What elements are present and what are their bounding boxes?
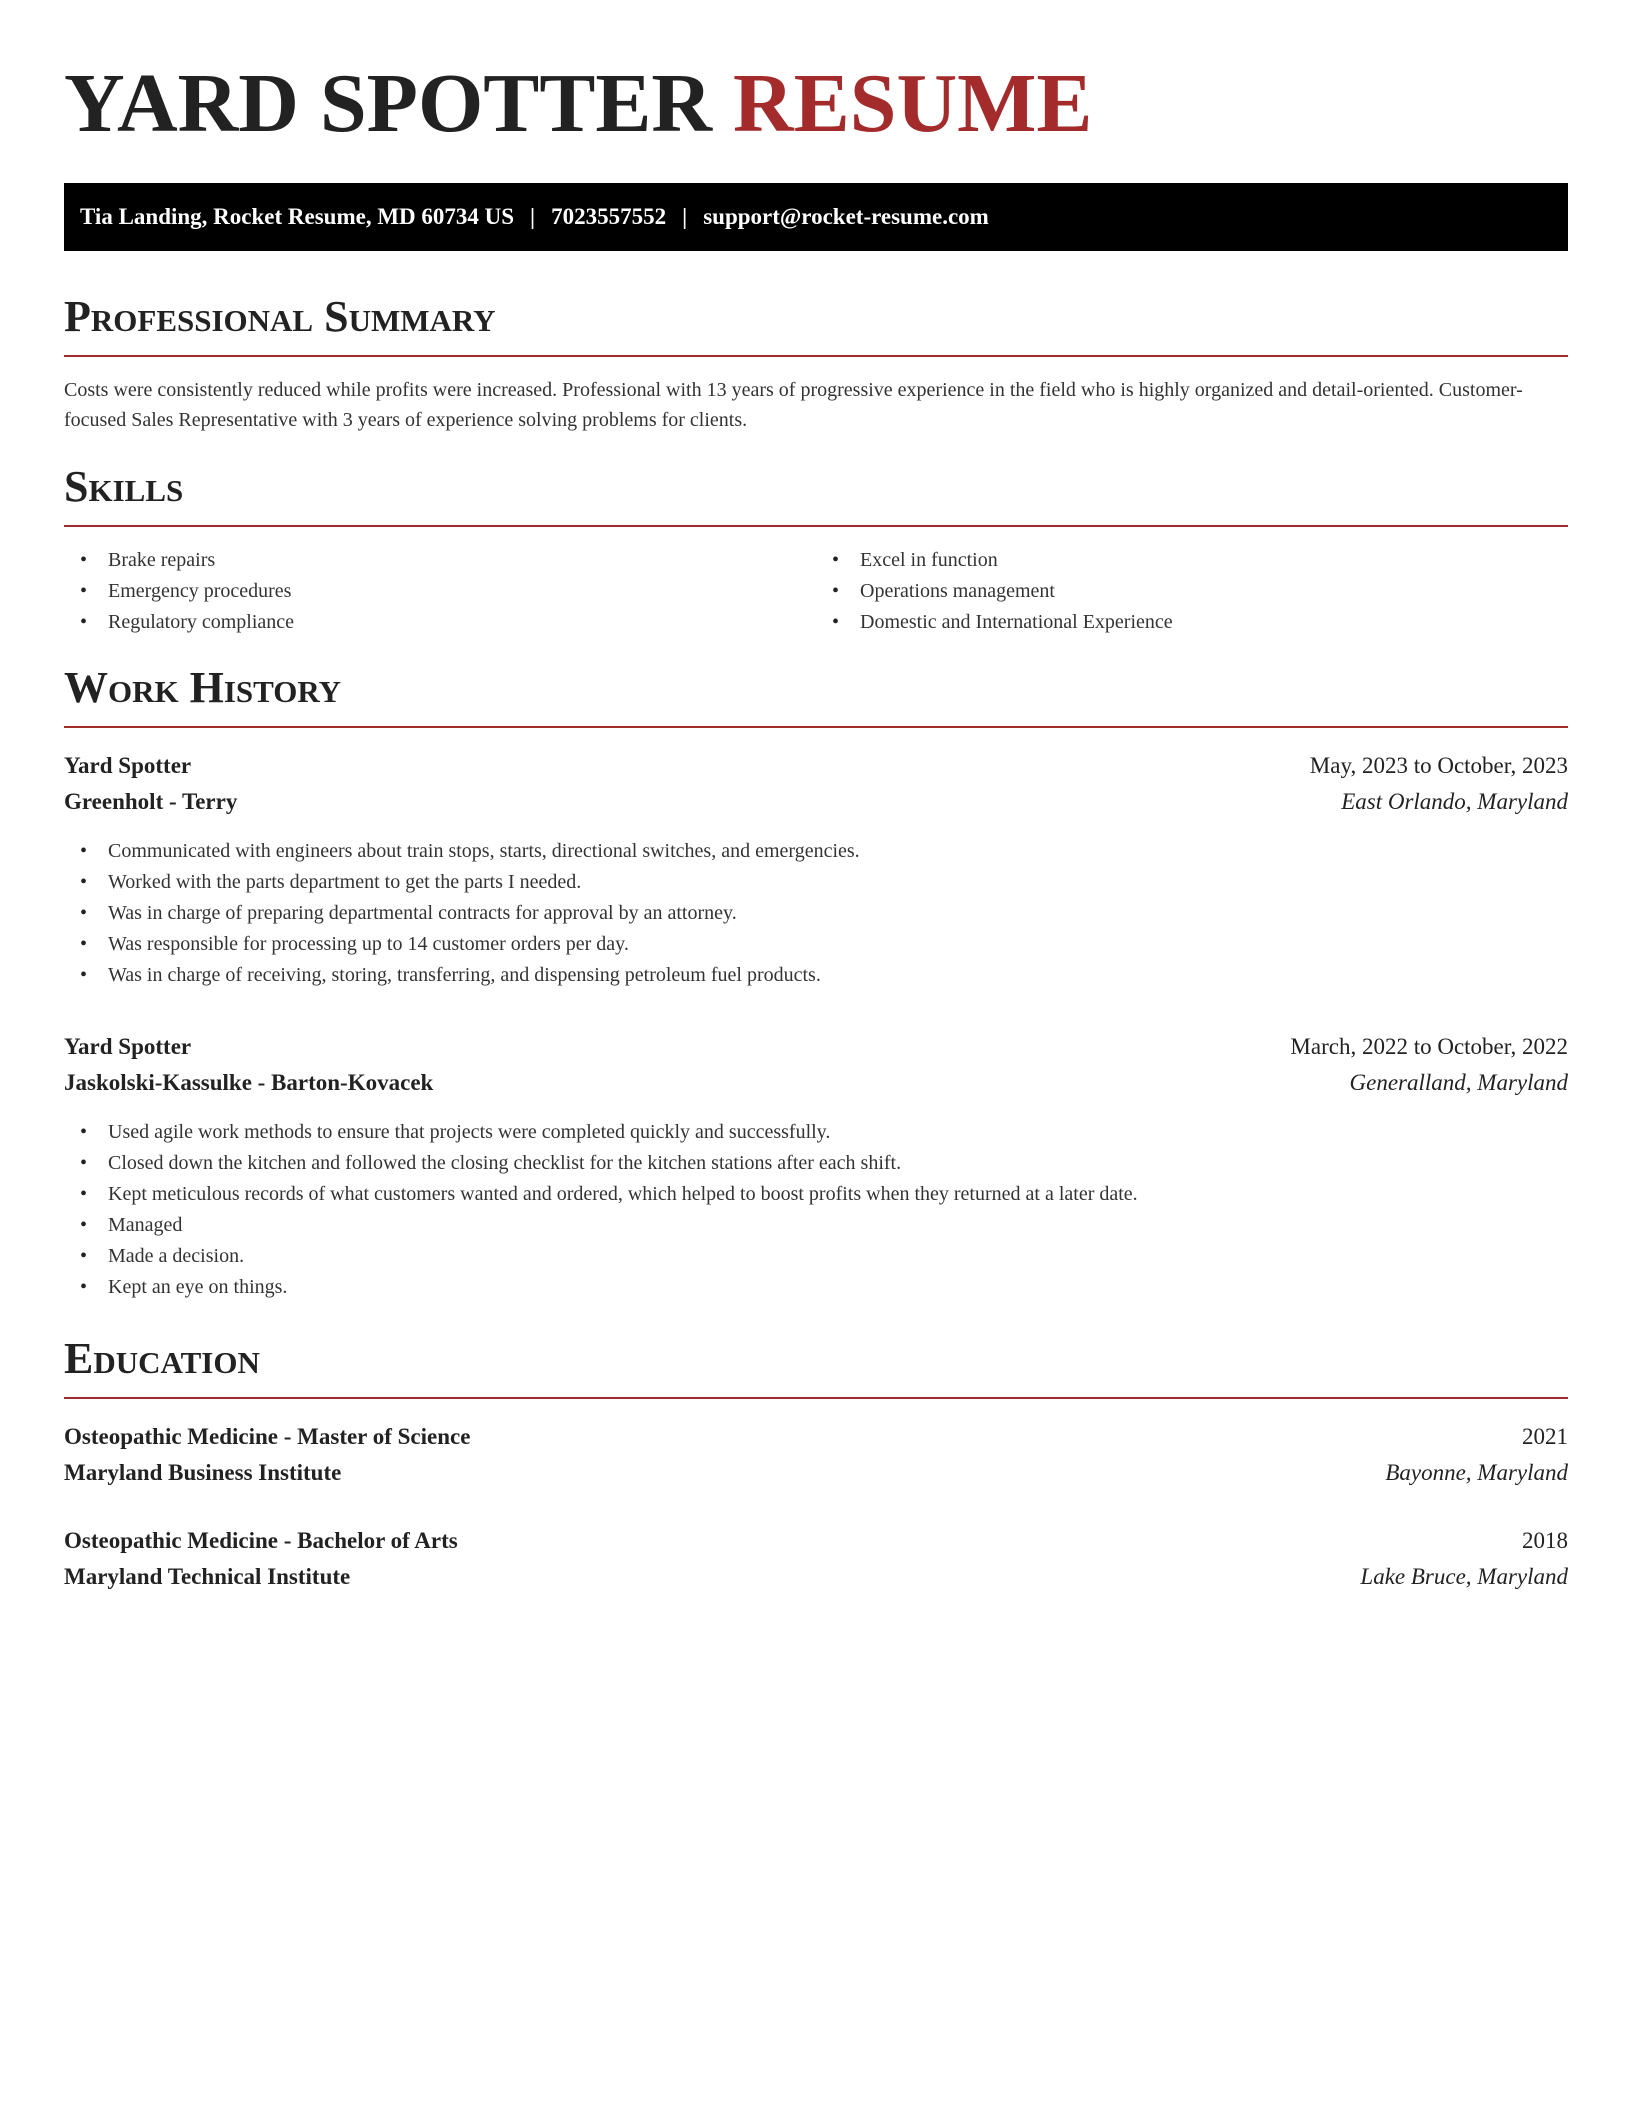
section-divider xyxy=(64,525,1568,527)
contact-separator: | xyxy=(682,204,688,229)
duty-item: • Was responsible for processing up to 14 customer orders per day. xyxy=(64,929,1568,960)
contact-address: Tia Landing, Rocket Resume, MD 60734 US xyxy=(80,204,515,229)
duty-item: • Made a decision. xyxy=(64,1241,1568,1272)
work-history-section xyxy=(64,662,1568,1303)
contact-separator: | xyxy=(530,204,536,229)
job-duties xyxy=(64,836,1568,991)
skills-grid xyxy=(64,545,1568,638)
title-resume-word: RESUME xyxy=(733,57,1093,150)
bullet-icon: • xyxy=(80,1245,88,1267)
job-dates: March, 2022 to October, 2022 xyxy=(1290,1034,1568,1059)
bullet-icon: • xyxy=(80,1214,88,1236)
summary-heading: Professional Summary xyxy=(64,292,496,341)
skill-item: • Emergency procedures xyxy=(64,576,816,607)
skill-item: • Excel in function xyxy=(816,545,1568,576)
education-heading: Education xyxy=(64,1334,260,1383)
bullet-icon: • xyxy=(80,611,88,633)
degree: Osteopathic Medicine - Master of Science xyxy=(64,1424,471,1449)
bullet-icon: • xyxy=(80,1121,88,1143)
job-dates: May, 2023 to October, 2023 xyxy=(1309,753,1568,778)
bullet-icon: • xyxy=(80,549,88,571)
bullet-icon: • xyxy=(80,1152,88,1174)
job-entry xyxy=(64,1029,1568,1303)
duty-item: • Communicated with engineers about train stops, starts, directional switches, and emergencies. xyxy=(64,836,1568,867)
skill-item: • Brake repairs xyxy=(64,545,816,576)
graduation-year: 2021 xyxy=(1522,1424,1568,1449)
contact-bar xyxy=(64,183,1568,251)
skills-heading: Skills xyxy=(64,462,184,511)
job-location: East Orlando, Maryland xyxy=(1341,789,1568,814)
duty-item: • Was in charge of preparing departmental contracts for approval by an attorney. xyxy=(64,898,1568,929)
bullet-icon: • xyxy=(832,580,840,602)
skills-column-right xyxy=(816,545,1568,638)
bullet-icon: • xyxy=(80,871,88,893)
summary-text: Costs were consistently reduced while profits were increased. Professional with 13 years of progressive experience in the field who is highly organized and detail-oriented. Customer-focused Sales Representative with 3 years of experience solving problems for clients. xyxy=(64,379,1523,431)
education-entry xyxy=(64,1523,1568,1595)
school-location: Bayonne, Maryland xyxy=(1385,1460,1568,1485)
title-job: YARD SPOTTER xyxy=(64,57,713,150)
skill-item: • Domestic and International Experience xyxy=(816,607,1568,638)
duty-item: • Worked with the parts department to get the parts I needed. xyxy=(64,867,1568,898)
bullet-icon: • xyxy=(80,580,88,602)
bullet-icon: • xyxy=(80,1183,88,1205)
duty-item: • Kept an eye on things. xyxy=(64,1272,1568,1303)
degree: Osteopathic Medicine - Bachelor of Arts xyxy=(64,1528,458,1553)
job-title: Yard Spotter xyxy=(64,753,192,778)
duty-item: • Kept meticulous records of what customers wanted and ordered, which helped to boost profits when they returned at a later date. xyxy=(64,1179,1568,1210)
job-company: Jaskolski-Kassulke - Barton-Kovacek xyxy=(64,1070,434,1095)
job-duties xyxy=(64,1117,1568,1303)
job-company: Greenholt - Terry xyxy=(64,789,238,814)
job-location: Generalland, Maryland xyxy=(1349,1070,1568,1095)
education-section xyxy=(64,1333,1568,1595)
duty-item: • Closed down the kitchen and followed the closing checklist for the kitchen stations after each shift. xyxy=(64,1148,1568,1179)
school-name: Maryland Business Institute xyxy=(64,1460,342,1485)
skill-item: • Operations management xyxy=(816,576,1568,607)
contact-phone: 7023557552 xyxy=(551,204,667,229)
work-history-heading: Work History xyxy=(64,663,342,712)
resume-title xyxy=(64,56,1568,152)
skill-item: • Regulatory compliance xyxy=(64,607,816,638)
job-entry xyxy=(64,748,1568,991)
duty-item: • Was in charge of receiving, storing, transferring, and dispensing petroleum fuel products. xyxy=(64,960,1568,991)
bullet-icon: • xyxy=(80,902,88,924)
job-title: Yard Spotter xyxy=(64,1034,192,1059)
school-location: Lake Bruce, Maryland xyxy=(1360,1564,1568,1589)
graduation-year: 2018 xyxy=(1522,1528,1568,1553)
section-divider xyxy=(64,726,1568,728)
bullet-icon: • xyxy=(80,933,88,955)
school-name: Maryland Technical Institute xyxy=(64,1564,351,1589)
duty-item: • Used agile work methods to ensure that projects were completed quickly and successfully. xyxy=(64,1117,1568,1148)
bullet-icon: • xyxy=(80,840,88,862)
bullet-icon: • xyxy=(832,611,840,633)
bullet-icon: • xyxy=(80,1276,88,1298)
bullet-icon: • xyxy=(832,549,840,571)
education-entry xyxy=(64,1419,1568,1491)
duty-item: • Managed xyxy=(64,1210,1568,1241)
skills-section xyxy=(64,461,1568,638)
section-divider xyxy=(64,1397,1568,1399)
skills-column-left xyxy=(64,545,816,638)
contact-email: support@rocket-resume.com xyxy=(703,204,989,229)
bullet-icon: • xyxy=(80,964,88,986)
summary-section xyxy=(64,291,1568,435)
section-divider xyxy=(64,355,1568,357)
